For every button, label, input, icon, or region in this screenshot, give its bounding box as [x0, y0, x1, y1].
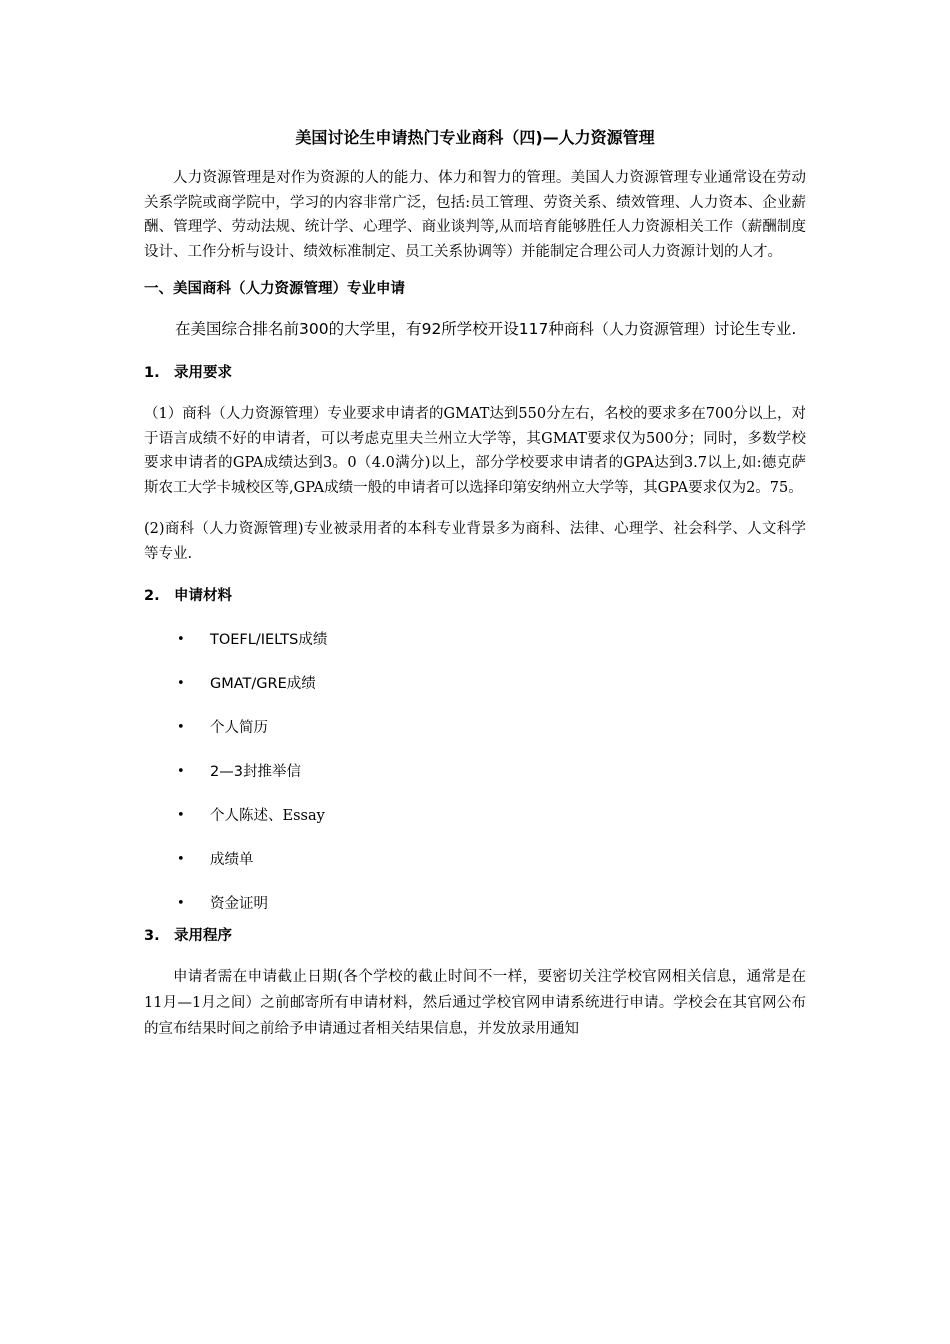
document-title: 美国讨论生申请热门专业商科（四)—人力资源管理	[295, 128, 655, 147]
list-item-text: GMAT/GRE成绩	[210, 676, 316, 692]
subsection-2-title: 申请材料	[174, 588, 232, 604]
requirement-2-paragraph: (2)商科（人力资源管理)专业被录用者的本科专业背景多为商科、法律、心理学、社会科学、人文科学等专业.	[144, 521, 806, 562]
materials-list	[144, 628, 806, 936]
list-item	[144, 672, 806, 716]
bullet-icon: •	[177, 720, 185, 735]
list-item	[144, 892, 806, 936]
bullet-icon: •	[177, 764, 185, 779]
procedure-paragraph: 申请者需在申请截止日期(各个学校的截止时间不一样，要密切关注学校官网相关信息，通常是在11月—1月之间）之前邮寄所有申请材料，然后通过学校官网申请系统进行申请。学校会在其官网公布的宣布结果时间之前给予申请通过者相关结果信息，并发放录用通知	[144, 969, 806, 1037]
subsection-1-title: 录用要求	[174, 365, 232, 381]
list-item-text: 个人陈述、Essay	[210, 808, 325, 824]
bullet-icon: •	[177, 632, 185, 647]
bullet-icon: •	[177, 852, 185, 867]
list-item-text: 成绩单	[210, 852, 254, 868]
requirement-1-paragraph: （1）商科（人力资源管理）专业要求申请者的GMAT达到550分左右，名校的要求多在700分以上，对于语言成绩不好的申请者，可以考虑克里夫兰州立大学等，其GMAT要求仅为500分；同时，多数学校要求申请者的GPA成绩达到3。0（4.0满分)以上，部分学校要求申请者的GPA达到3.7以上,如:德克萨斯农工大学卡城校区等,GPA成绩一般的申请者可以选择印第安纳州立大学等，其GPA要求仅为2。75。	[144, 406, 806, 496]
subsection-1-heading	[144, 361, 806, 385]
list-item-text: 个人简历	[210, 720, 268, 736]
document-page	[144, 118, 806, 1042]
bullet-icon: •	[177, 676, 185, 691]
section-1-text-a: 在美国综合排名前300的大学里，有92所学校开设117种	[175, 320, 564, 338]
list-item	[144, 804, 806, 848]
subsection-1-number: 1.	[144, 365, 160, 381]
section-1-paragraph	[144, 315, 806, 343]
list-item	[144, 716, 806, 760]
subsection-2-heading	[144, 584, 806, 608]
bullet-icon: •	[177, 808, 185, 823]
list-item	[144, 760, 806, 804]
section-1-text-c: 讨论生专业.	[713, 320, 797, 338]
subsection-3-title: 录用程序	[174, 928, 232, 944]
subsection-3-number: 3.	[144, 928, 160, 944]
list-item-text: 2—3封推举信	[210, 764, 301, 780]
intro-paragraph: 人力资源管理是对作为资源的人的能力、体力和智力的管理。美国人力资源管理专业通常设在劳动关系学院或商学院中，学习的内容非常广泛，包括:员工管理、劳资关系、绩效管理、人力资本、企业薪酬、管理学、劳动法规、统计学、心理学、商业谈判等,从而培育能够胜任人力资源相关工作（薪酬制度设计、工作分析与设计、绩效标准制定、员工关系协调等）并能制定合理公司人力资源计划的人才。	[144, 170, 806, 260]
list-item-text: 资金证明	[210, 896, 268, 912]
list-item	[144, 628, 806, 672]
list-item	[144, 848, 806, 892]
section-1-heading: 一、美国商科（人力资源管理）专业申请	[144, 281, 405, 297]
bullet-icon: •	[177, 896, 185, 911]
list-item-text: TOEFL/IELTS成绩	[210, 632, 328, 648]
subsection-2-number: 2.	[144, 588, 160, 604]
section-1-text-b: 商科（人力资源管理）	[563, 320, 714, 338]
